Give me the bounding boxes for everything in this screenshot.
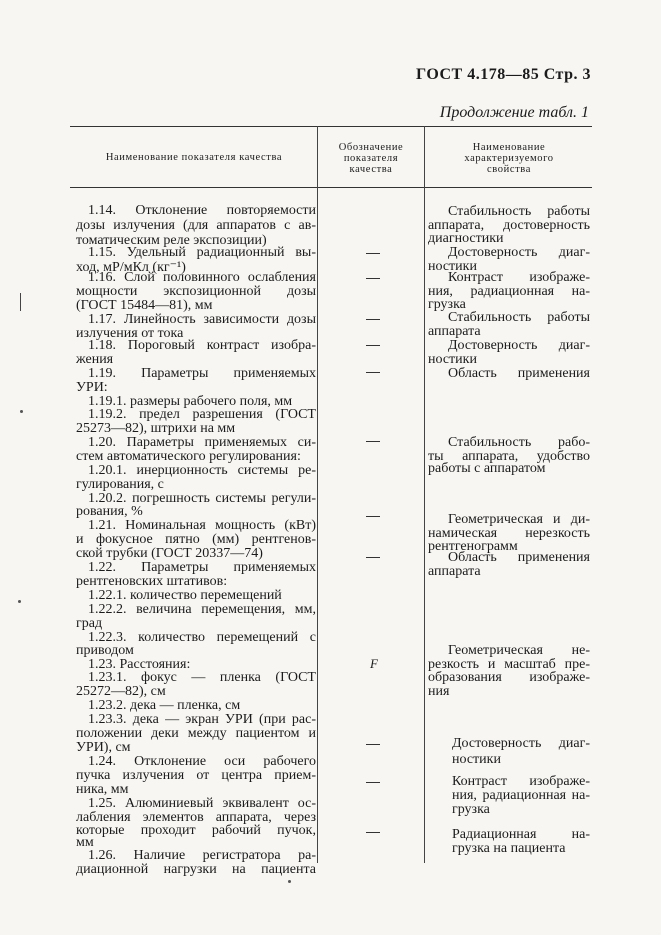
symbol-dash-1-15 [366, 253, 380, 254]
margin-mark [20, 293, 21, 311]
column-header-name: Наименование показателя качества [105, 152, 283, 163]
row-1-22-2-line-2: град [76, 616, 103, 631]
prop-1-16-line-1: Контраст изображе- [448, 270, 590, 285]
row-1-22-3-line-2: приводом [76, 643, 134, 658]
row-1-19-2-line-1: 1.19.2. предел разрешения (ГОСТ [88, 407, 316, 422]
prop-1-17-line-1: Стабильность работы [448, 310, 590, 325]
row-1-17-line-1: 1.17. Линейность зависимости дозы [88, 312, 316, 327]
row-1-14-line-2: дозы излучения (для аппаратов с ав- [76, 218, 316, 233]
symbol-dash-1-22 [366, 557, 380, 558]
row-1-17-line-2: излучения от тока [76, 326, 184, 341]
row-1-20-1-line-2: гулирования, с [76, 477, 164, 492]
row-1-16-line-2: мощности экспозиционной дозы [76, 284, 316, 299]
prop-1-18-line-1: Достоверность диаг- [448, 338, 590, 353]
row-1-25-line-2: лабления элементов аппарата, через [76, 810, 316, 825]
row-1-18-line-1: 1.18. Пороговый контраст изобра- [88, 338, 316, 353]
prop-1-15-line-1: Достоверность диаг- [448, 245, 590, 260]
row-1-19-2-line-2: 25273—82), штрихи на мм [76, 421, 236, 436]
symbol-dash-1-16 [366, 278, 380, 279]
symbol-dash-1-17 [366, 319, 380, 320]
prop-1-23-line-4: ния [428, 684, 450, 699]
prop-1-22-line-2: аппарата [428, 564, 481, 579]
row-1-24-line-2: пучка излучения от центра прием- [76, 768, 316, 783]
row-1-18-line-2: жения [76, 352, 114, 367]
column-divider-1 [317, 126, 318, 863]
prop-1-21-line-3: рентгенограмм [428, 539, 518, 554]
row-1-22-3-line-1: 1.22.3. количество перемещений с [88, 630, 316, 645]
row-1-22-line-2: рентгеновских штативов: [76, 574, 228, 589]
prop-1-25-line-1: Контраст изображе- [452, 774, 590, 789]
row-1-25-line-3: которые проходит рабочий пучок, [76, 823, 316, 838]
prop-1-25-line-2: ния, радиационная на- [452, 788, 590, 803]
prop-1-18-line-2: ностики [428, 352, 477, 367]
row-1-19-1: 1.19.1. размеры рабочего поля, мм [88, 394, 293, 409]
row-1-25-line-4: мм [76, 835, 94, 850]
prop-1-19: Область применения [448, 366, 590, 381]
row-1-23-3-line-2: положении деки между пациентом и [76, 726, 316, 741]
row-1-20-2-line-2: рования, % [76, 504, 143, 519]
row-1-24-line-1: 1.24. Отклонение оси рабочего [88, 754, 316, 769]
prop-1-14-line-2: аппарата, достоверность [428, 218, 590, 233]
prop-1-26-line-2: грузка на пациента [452, 841, 566, 856]
row-1-26-line-2: диационной нагрузки на пациента [76, 862, 316, 877]
row-1-19-line-1: 1.19. Параметры применяемых [88, 366, 316, 381]
prop-1-16-line-2: ния, радиационная на- [428, 284, 590, 299]
column-header-property: Наименование характеризуемого свойства [464, 142, 554, 175]
row-1-22-line-1: 1.22. Параметры применяемых [88, 560, 316, 575]
symbol-dash-1-18 [366, 345, 380, 346]
row-1-15-line-1: 1.15. Удельный радиационный вы- [88, 245, 316, 260]
row-1-23-1-line-1: 1.23.1. фокус — пленка (ГОСТ [88, 670, 316, 685]
prop-1-16-line-3: грузка [428, 297, 466, 312]
table-continuation-label: Продолжение табл. 1 [439, 104, 589, 121]
prop-1-21-line-1: Геометрическая и ди- [448, 512, 590, 527]
prop-1-23-line-2: резкость и масштаб пре- [428, 657, 590, 672]
prop-1-17-line-2: аппарата [428, 324, 481, 339]
symbol-dash-1-26 [366, 832, 380, 833]
row-1-21-line-3: ской трубки (ГОСТ 20337—74) [76, 546, 263, 561]
margin-speck-1 [20, 410, 23, 413]
prop-1-14-line-1: Стабильность работы [448, 204, 590, 219]
symbol-dash-1-20 [366, 441, 380, 442]
symbol-dash-1-25 [366, 782, 380, 783]
prop-1-26-line-1: Радиационная на- [452, 827, 590, 842]
prop-1-24-line-1: Достоверность диаг- [452, 736, 590, 751]
column-divider-2 [424, 126, 425, 863]
row-1-21-line-1: 1.21. Номинальная мощность (кВт) [88, 518, 316, 533]
prop-1-14-line-3: диагностики [428, 231, 504, 246]
prop-1-20-line-2: ты аппарата, удобство [428, 449, 590, 464]
row-1-23: 1.23. Расстояния: [88, 657, 191, 672]
row-1-20-line-1: 1.20. Параметры применяемых си- [88, 435, 316, 450]
row-1-14-line-1: 1.14. Отклонение повторяемости [88, 203, 316, 218]
row-1-25-line-1: 1.25. Алюминиевый эквивалент ос- [88, 796, 316, 811]
row-1-20-2-line-1: 1.20.2. погрешность системы регули- [88, 491, 316, 506]
prop-1-15-line-2: ностики [428, 259, 477, 274]
prop-1-25-line-3: грузка [452, 802, 490, 817]
row-1-23-3-line-3: УРИ), см [76, 740, 131, 755]
row-1-22-2-line-1: 1.22.2. величина перемещения, мм, [88, 602, 316, 617]
header-bottom-rule [70, 187, 592, 188]
column-header-symbol: Обозначение показателя качества [338, 142, 404, 175]
row-1-23-2: 1.23.2. дека — пленка, см [88, 698, 241, 713]
row-1-22-1: 1.22.1. количество перемещений [88, 588, 282, 603]
footer-speck [288, 880, 291, 883]
prop-1-20-line-1: Стабильность рабо- [448, 435, 590, 450]
symbol-dash-1-24 [366, 744, 380, 745]
row-1-16-line-1: 1.16. Слой половинного ослабления [88, 270, 316, 285]
row-1-21-line-2: и фокусное пятно (мм) рентгенов- [76, 532, 316, 547]
prop-1-21-line-2: намическая нерезкость [428, 526, 590, 541]
page-header: ГОСТ 4.178—85 Стр. 3 [416, 66, 591, 83]
row-1-19-line-2: УРИ: [76, 380, 108, 395]
symbol-dash-1-19 [366, 372, 380, 373]
row-1-20-1-line-1: 1.20.1. инерционность системы ре- [88, 463, 316, 478]
row-1-14-line-3: томатическим реле экспозиции) [76, 233, 267, 248]
row-1-23-3-line-1: 1.23.3. дека — экран УРИ (при рас- [88, 712, 316, 727]
symbol-f: F [370, 656, 378, 671]
row-1-24-line-3: ника, мм [76, 782, 129, 797]
prop-1-23-line-1: Геометрическая не- [448, 643, 590, 658]
row-1-23-1-line-2: 25272—82), см [76, 684, 166, 699]
table-top-rule [70, 126, 592, 127]
prop-1-23-line-3: образования изображе- [428, 670, 590, 685]
row-1-20-line-2: стем автоматического регулирования: [76, 449, 301, 464]
symbol-dash-1-21 [366, 516, 380, 517]
prop-1-22-line-1: Область применения [448, 550, 590, 565]
row-1-26-line-1: 1.26. Наличие регистратора ра- [88, 848, 316, 863]
row-1-16-line-3: (ГОСТ 15484—81), мм [76, 298, 213, 313]
prop-1-24-line-2: ностики [452, 752, 501, 767]
prop-1-20-line-3: работы с аппаратом [428, 461, 546, 476]
row-1-15-line-2: ход, мР/мКл (кг⁻¹) [76, 260, 186, 275]
margin-speck-2 [18, 600, 21, 603]
